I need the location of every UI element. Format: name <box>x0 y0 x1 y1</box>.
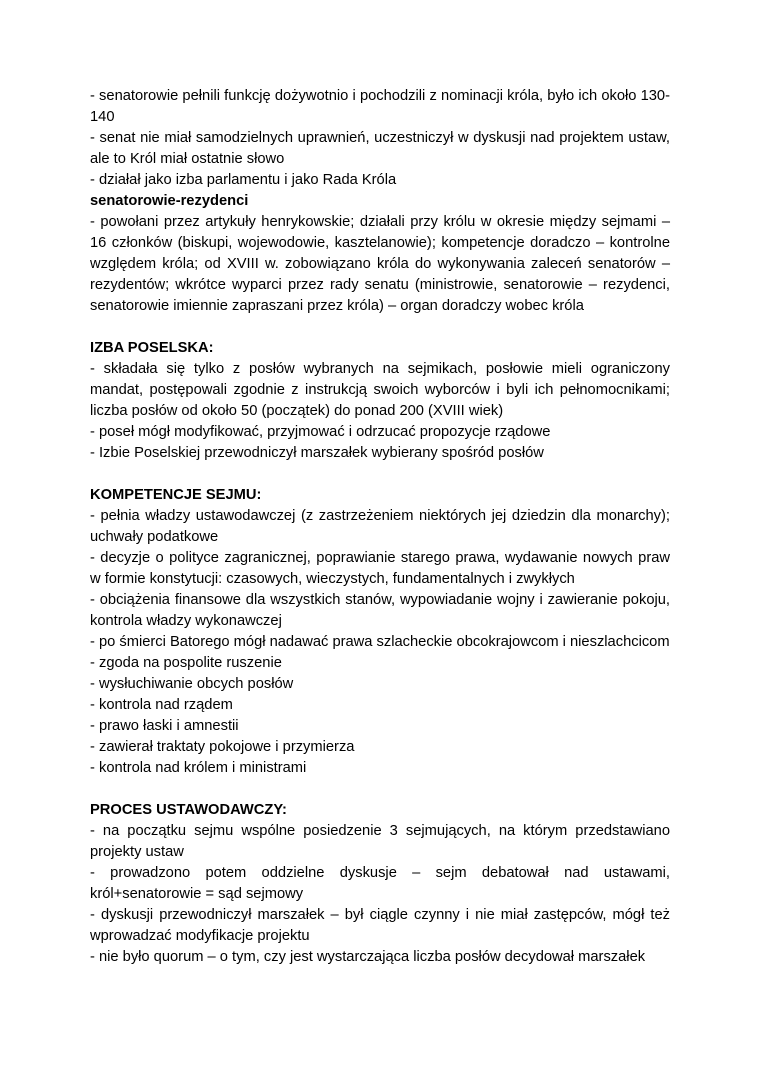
bullet-paragraph: - po śmierci Batorego mógł nadawać prawa szlacheckie obcokrajowcom i nieszlachcicom <box>90 634 670 650</box>
blank-line <box>90 779 670 800</box>
heading-kompetencje-sejmu: KOMPETENCJE SEJMU: <box>90 487 262 503</box>
document-page <box>90 86 670 968</box>
bullet-paragraph: - nie było quorum – o tym, czy jest wystarczająca liczba posłów decydował marszałek <box>90 949 646 965</box>
heading-proces-ustawodawczy: PROCES USTAWODAWCZY: <box>90 802 287 818</box>
bullet-paragraph: - zgoda na pospolite ruszenie <box>90 655 282 671</box>
bullet-paragraph: - na początku sejmu wspólne posiedzenie 3 sejmujących, na którym przedstawiano projekty ustaw <box>90 823 670 860</box>
bullet-paragraph: - składała się tylko z posłów wybranych na sejmikach, posłowie mieli ograniczony mandat, postępowali zgodnie z instrukcją swoich wyborców i byli ich pełnomocnikami; liczba posłów od około 50 (początek) do ponad 200 (XVIII wiek) <box>90 361 670 419</box>
bullet-paragraph: - wysłuchiwanie obcych posłów <box>90 676 294 692</box>
heading-izba-poselska: IZBA POSELSKA: <box>90 340 214 356</box>
bullet-paragraph: - poseł mógł modyfikować, przyjmować i odrzucać propozycje rządowe <box>90 424 551 440</box>
blank-line <box>90 464 670 485</box>
blank-line <box>90 317 670 338</box>
bullet-paragraph: - dyskusji przewodniczył marszałek – był ciągle czynny i nie miał zastępców, mógł też wprowadzać modyfikacje projektu <box>90 907 670 944</box>
bullet-paragraph: - senatorowie pełnili funkcję dożywotnio i pochodzili z nominacji króla, było ich około 130-140 <box>90 88 670 125</box>
bullet-paragraph: - prawo łaski i amnestii <box>90 718 239 734</box>
bullet-paragraph: - Izbie Poselskiej przewodniczył marszałek wybierany spośród posłów <box>90 445 544 461</box>
bullet-paragraph: - senat nie miał samodzielnych uprawnień, uczestniczył w dyskusji nad projektem ustaw, ale to Król miał ostatnie słowo <box>90 130 670 167</box>
bullet-paragraph: - obciążenia finansowe dla wszystkich stanów, wypowiadanie wojny i zawieranie pokoju, kontrola władzy wykonawczej <box>90 592 670 629</box>
heading-senatorowie-rezydenci: senatorowie-rezydenci <box>90 193 249 209</box>
bullet-paragraph: - decyzje o polityce zagranicznej, poprawianie starego prawa, wydawanie nowych praw w formie konstytucji: czasowych, wieczystych, fundamentalnych i zwykłych <box>90 550 670 587</box>
bullet-paragraph: - zawierał traktaty pokojowe i przymierza <box>90 739 355 755</box>
bullet-paragraph: - kontrola nad królem i ministrami <box>90 760 307 776</box>
bullet-paragraph: - pełnia władzy ustawodawczej (z zastrzeżeniem niektórych jej dziedzin dla monarchy); uchwały podatkowe <box>90 508 670 545</box>
bullet-paragraph: - prowadzono potem oddzielne dyskusje – sejm debatował nad ustawami, król+senatorowie = sąd sejmowy <box>90 865 670 902</box>
bullet-paragraph: - działał jako izba parlamentu i jako Rada Króla <box>90 172 397 188</box>
bullet-paragraph: - powołani przez artykuły henrykowskie; działali przy królu w okresie między sejmami – 16 członków (biskupi, wojewodowie, kasztelanowie); kompetencje doradczo – kontrolne względem króla; od XVIII w. zobowiązano króla do wykonywania zaleceń senatorów – rezydentów; wkrótce wyparci przez rady senatu (ministrowie, senatorowie – rezydenci, senatorowie imiennie zapraszani przez króla) – organ doradczy wobec króla <box>90 214 670 314</box>
bullet-paragraph: - kontrola nad rządem <box>90 697 233 713</box>
